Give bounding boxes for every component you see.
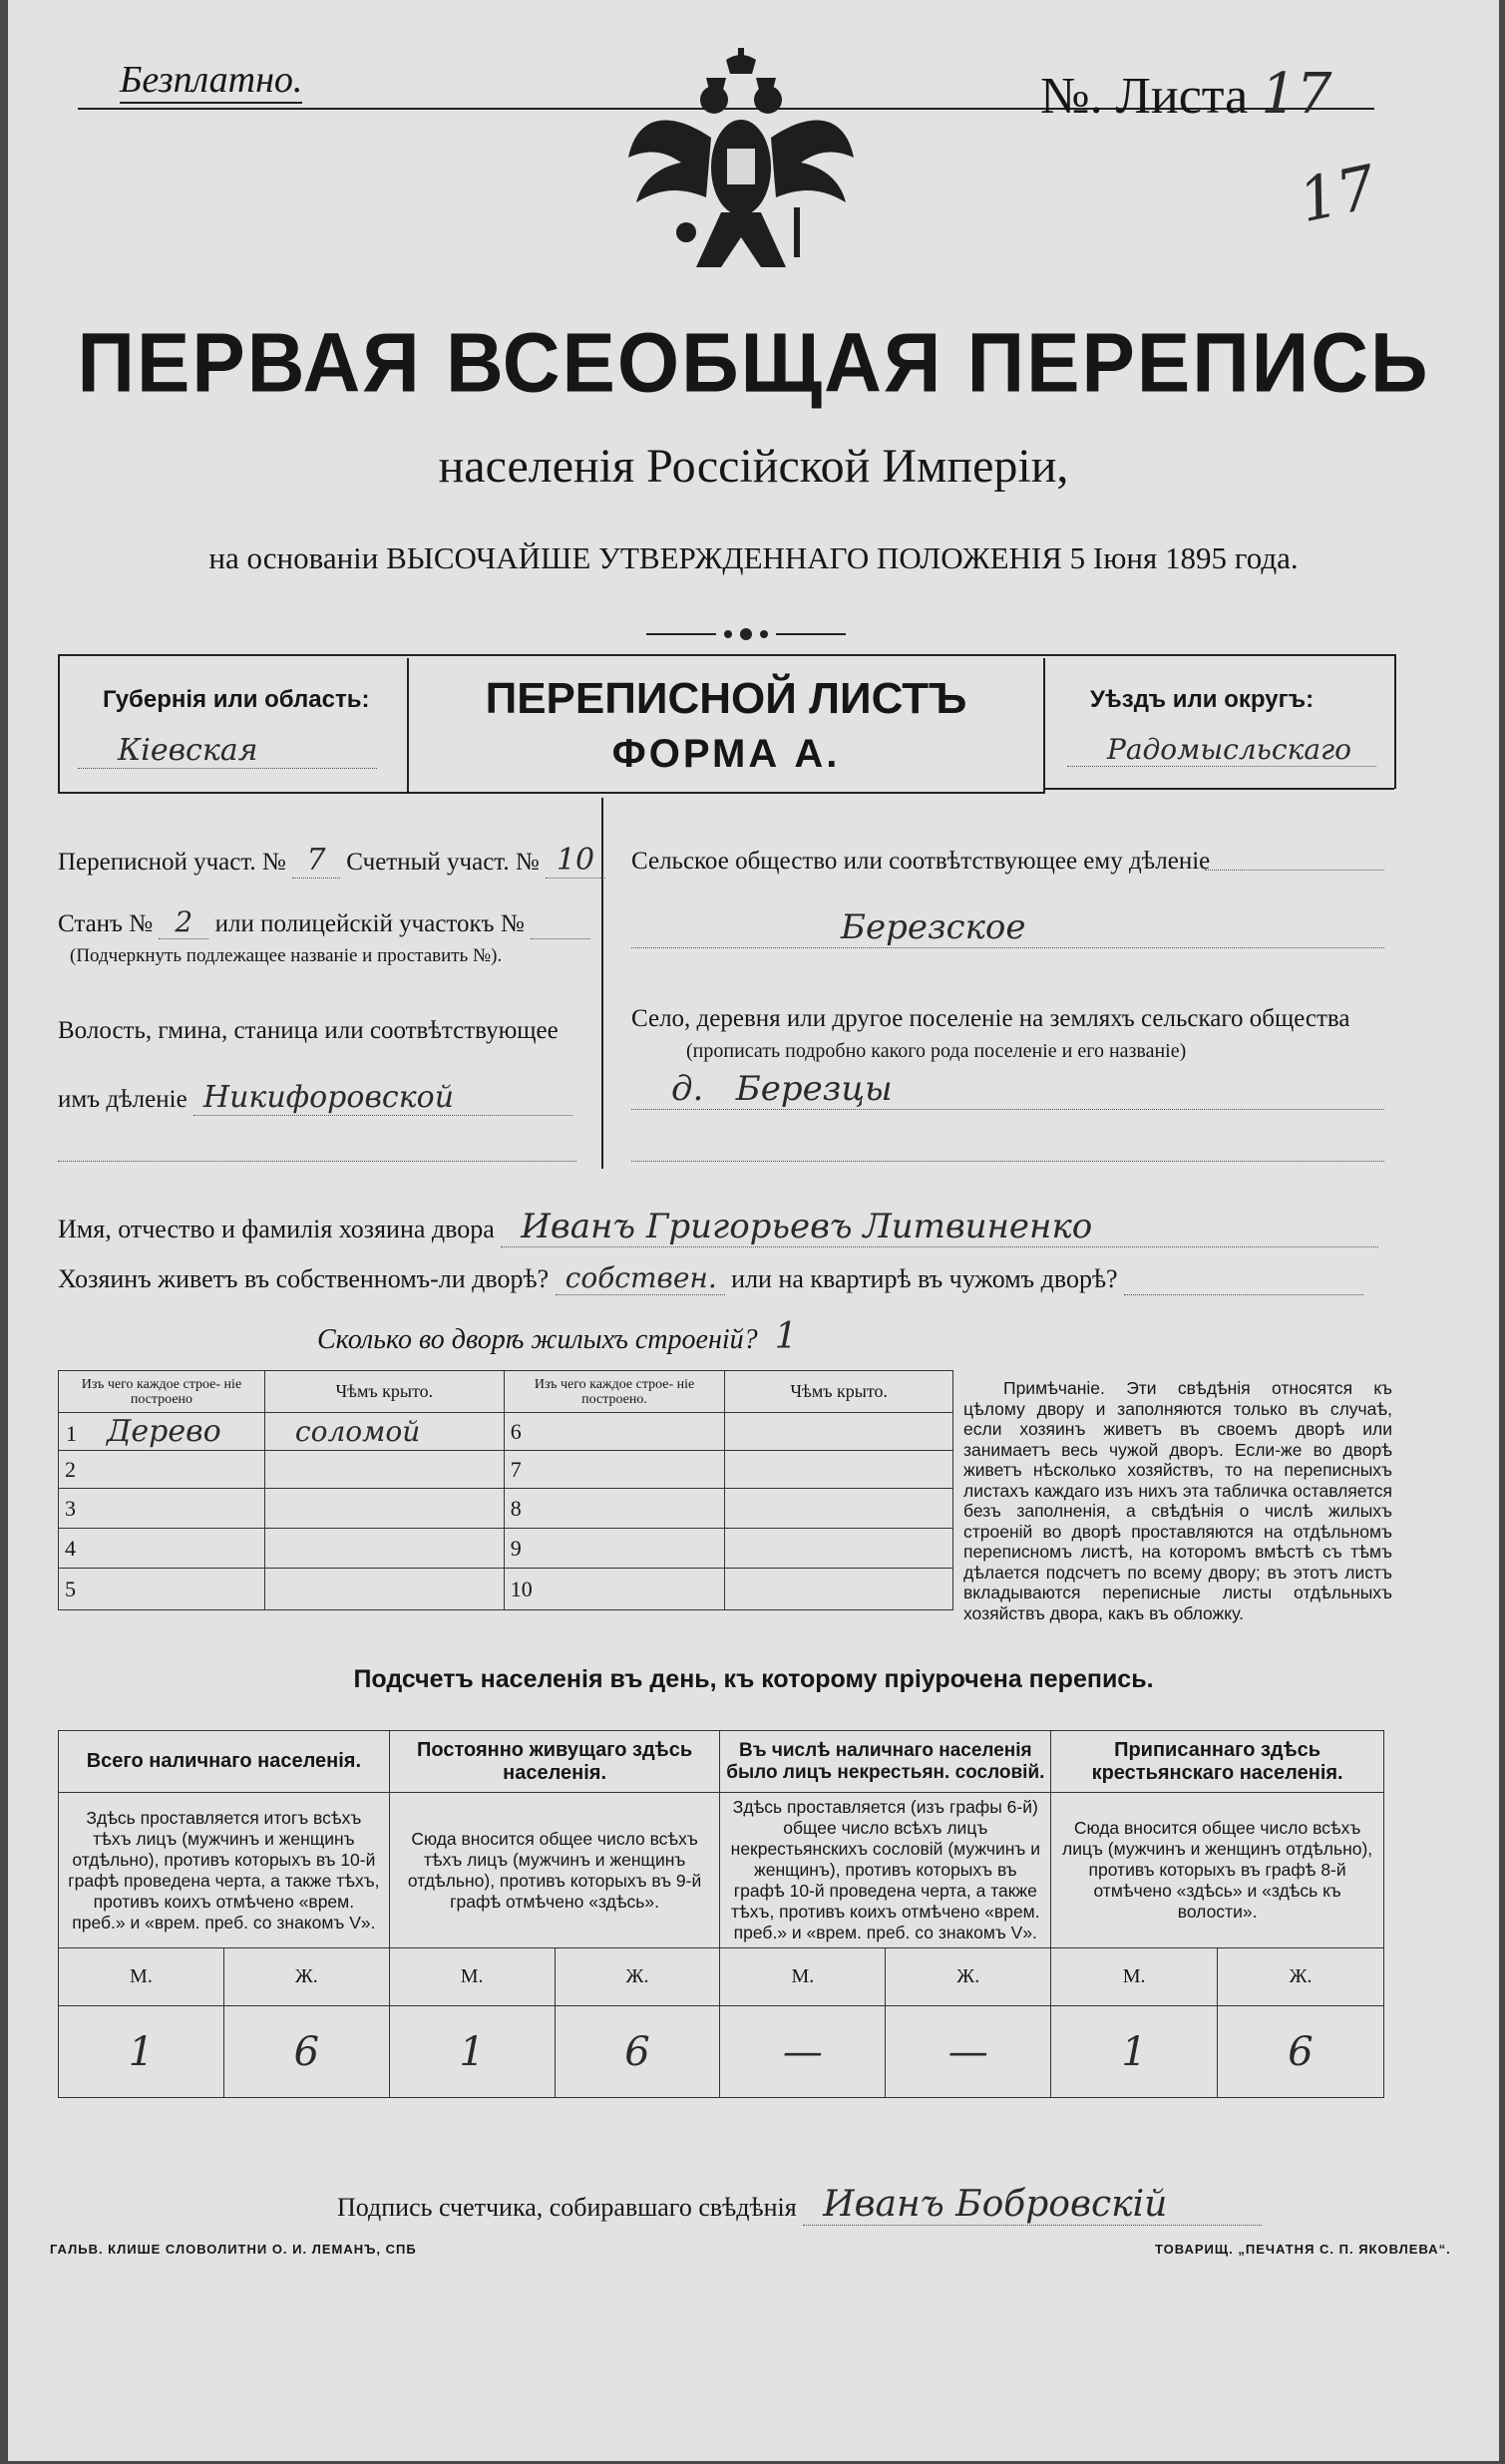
building-material-value: Дерево <box>107 1414 221 1449</box>
count-area-label: Счетный участ. № <box>346 849 540 876</box>
buildings-col-material-1: Изъ чего каждое строе- ніе построено <box>59 1371 265 1413</box>
volost-label: Волость, гмина, станица или соотвѣтствующее <box>58 1017 559 1044</box>
total-population-header: Всего наличнаго населенія. <box>59 1731 390 1793</box>
non-peasant-header: Въ числѣ наличнаго населенія было лицъ некрестьян. сословій. <box>720 1731 1051 1793</box>
district-value: Радомысльскаго <box>1067 733 1376 767</box>
non-peasant-desc: Здѣсь проставляется (изъ графы 6-й) общее число всѣхъ лицъ некрестьянскихъ сословій (мужчинъ и женщинъ), противъ которыхъ въ графѣ 10-й проведена черта, а также тѣхъ, противъ коихъ отмѣчено «врем. преб.» и «врем. преб. со знакомъ V». <box>720 1793 1051 1948</box>
count-area-value: 10 <box>546 843 605 879</box>
village-value: д. Березцы <box>631 1069 1384 1110</box>
sheet-number-extra: 17 <box>1293 152 1382 237</box>
non-peasant-male-value: — <box>720 2006 886 2098</box>
registered-peasant-desc: Сюда вносится общее число всѣхъ лицъ (мужчинъ и женщинъ отдѣльно), противъ которыхъ въ графѣ 8-й отмѣчено «здѣсь» и «здѣсь къ волости». <box>1051 1793 1384 1948</box>
population-count-table: Всего наличнаго населенія. Постоянно живущаго здѣсь населенія. Въ числѣ наличнаго населенія было лицъ некрестьян. сословій. Приписаннаго здѣсь крестьянскаго населенія. Здѣсь проставляется итогъ всѣхъ тѣхъ лицъ (мужчинъ и женщинъ отдѣльно), противъ которыхъ въ 10-й графѣ проведена черта, а также тѣхъ, противъ коихъ отмѣчено «врем. преб.» и «врем. преб. со знакомъ V». Сюда вносится общее число всѣхъ тѣхъ лицъ (мужчинъ и женщинъ отдѣльно), противъ которыхъ въ 9-й графѣ отмѣчено «здѣсь». Здѣсь проставляется (изъ графы 6-й) общее число всѣхъ лицъ некрестьянскихъ сословій (мужчинъ и женщинъ), противъ которыхъ въ графѣ 10-й проведена черта, а также тѣхъ, противъ коихъ отмѣчено «врем. преб.» и «врем. преб. со знакомъ V». Сюда вносится общее число всѣхъ лицъ (мужчинъ и женщинъ отдѣльно), противъ которыхъ въ графѣ 8-й отмѣчено «здѣсь» и «здѣсь къ волости». М. Ж. М. Ж. М. Ж. М. Ж. 1 6 1 6 — — 1 6 <box>58 1730 1384 2098</box>
building-roof-value: соломой <box>264 1413 504 1451</box>
sheet-number-value: 17 <box>1261 62 1332 127</box>
buildings-count-value: 1 <box>774 1316 798 1357</box>
volost-line <box>58 1080 572 1116</box>
census-form-page <box>8 0 1499 2461</box>
volost-value: Никифоровской <box>193 1080 572 1116</box>
footer-right: ТОВАРИЩ. „ПЕЧАТНЯ С. П. ЯКОВЛЕВА“. <box>1155 2242 1451 2257</box>
village-label: Село, деревня или другое поселеніе на земляхъ сельскаго общества <box>631 1005 1350 1032</box>
table-row: 1 Дерево <box>59 1413 265 1451</box>
non-peasant-female-value: — <box>886 2006 1051 2098</box>
ornament-divider <box>646 622 846 646</box>
permanent-population-desc: Сюда вносится общее число всѣхъ тѣхъ лицъ (мужчинъ и женщинъ отдѣльно), противъ которыхъ въ 9-й графѣ отмѣчено «здѣсь». <box>389 1793 720 1948</box>
census-area-value: 7 <box>292 843 340 879</box>
signature-line <box>337 2184 1262 2226</box>
society-label: Сельское общество или соотвѣтствующее ему дѣленіе <box>631 848 1211 875</box>
imperial-eagle-icon <box>626 48 856 287</box>
village-note: (прописать подробно какого рода поселеніе и его названіе) <box>686 1040 1187 1062</box>
police-label: или полицейскій участокъ № <box>214 910 525 937</box>
form-subtitle: ФОРМА А. <box>611 732 841 776</box>
district-label: Уѣздъ или округъ: <box>1090 686 1315 713</box>
registered-male-value: 1 <box>1051 2006 1218 2098</box>
buildings-col-material-2: Изъ чего каждое строе- ніе построено. <box>504 1371 725 1413</box>
province-label: Губернія или область: <box>103 686 370 713</box>
owner-lives-line <box>58 1261 1363 1295</box>
village-blank-line <box>631 1157 1384 1162</box>
buildings-table: Изъ чего каждое строе- ніе построено Чѣмъ крыто. Изъ чего каждое строе- ніе построено. Чѣмъ крыто. 1 Дерево соломой 6 2 7 3 8 4 9 5 10 <box>58 1370 953 1610</box>
census-title: ПЕРВАЯ ВСЕОБЩАЯ ПЕРЕПИСЬ <box>77 315 1430 410</box>
buildings-count-line <box>317 1316 798 1357</box>
province-value: Кіевская <box>78 733 377 769</box>
owner-lives-label: Хозяинъ живетъ въ собственномъ-ли дворѣ? <box>58 1264 550 1293</box>
owner-or-label: или на квартирѣ въ чужомъ дворѣ? <box>731 1264 1118 1293</box>
sheet-number-label: №. Листа <box>1040 68 1249 125</box>
permanent-female-value: 6 <box>555 2006 720 2098</box>
society-underline-1 <box>1205 866 1384 871</box>
permanent-population-header: Постоянно живущаго здѣсь населенія. <box>389 1731 720 1793</box>
total-male-value: 1 <box>59 2006 224 2098</box>
society-value: Березское <box>631 907 1384 948</box>
signature-label: Подпись счетчика, собиравшаго свѣдѣнія <box>337 2193 797 2222</box>
buildings-count-label: Сколько во дворѣ жилыхъ строеній? <box>317 1324 758 1355</box>
population-count-title: Подсчетъ населенія въ день, къ которому пріурочена перепись. <box>353 1665 1154 1693</box>
owner-lives-value: собствен. <box>556 1261 725 1295</box>
owner-name-value: Иванъ Григорьевъ Литвиненко <box>501 1207 1378 1247</box>
signature-value: Иванъ Бобровскій <box>803 2184 1262 2226</box>
census-area-label: Переписной участ. № <box>58 849 286 876</box>
police-value <box>531 910 590 939</box>
stan-note: (Подчеркнуть подлежащее названіе и проставить №). <box>70 945 503 966</box>
volost-blank-line <box>58 1157 576 1162</box>
total-female-value: 6 <box>223 2006 389 2098</box>
owner-or-value <box>1124 1264 1363 1295</box>
volost-label-2: имъ дѣленіе <box>58 1086 188 1113</box>
buildings-note: Примѣчаніе. Эти свѣдѣнія относятся къ цѣлому двору и заполняются только въ случаѣ, если хозяинъ живетъ въ своемъ дворѣ или занимаетъ весь чужой дворъ. Если-же во дворѣ живетъ нѣсколько хозяйствъ, то на переписныхъ листахъ каждаго изъ нихъ эта табличка оставляется безъ заполненія, а свѣдѣнія о числѣ жилыхъ строеній во дворѣ проставляются на отдѣльномъ переписномъ листѣ, на которомъ вмѣстѣ съ тѣмъ дѣлается подсчетъ по всему двору; въ этотъ листъ вкладываются переписные листы отдѣльныхъ хозяйствъ двора, какъ въ обложку. <box>963 1378 1392 1623</box>
sheet-number <box>1040 62 1332 127</box>
registered-female-value: 6 <box>1218 2006 1384 2098</box>
owner-name-line <box>58 1207 1378 1247</box>
buildings-col-roof-1: Чѣмъ крыто. <box>264 1371 504 1413</box>
permanent-male-value: 1 <box>389 2006 555 2098</box>
buildings-col-roof-2: Чѣмъ крыто. <box>725 1371 953 1413</box>
free-label: Безплатно. <box>120 58 302 104</box>
form-title: ПЕРЕПИСНОЙ ЛИСТЪ <box>485 674 967 723</box>
stan-label: Станъ № <box>58 910 154 937</box>
footer-left: ГАЛЬВ. КЛИШЕ СЛОВОЛИТНИ О. И. ЛЕМАНЪ, СПБ <box>50 2242 417 2257</box>
registered-peasant-header: Приписаннаго здѣсь крестьянскаго населенія. <box>1051 1731 1384 1793</box>
stan-value: 2 <box>159 905 208 939</box>
census-subtitle: населенія Россійской Имперіи, <box>438 440 1069 493</box>
stan-line <box>58 905 590 939</box>
total-population-desc: Здѣсь проставляется итогъ всѣхъ тѣхъ лицъ (мужчинъ и женщинъ отдѣльно), противъ которыхъ въ 10-й графѣ проведена черта, а также тѣхъ, противъ коихъ отмѣчено «врем. преб.» и «врем. преб. со знакомъ V». <box>59 1793 390 1948</box>
census-basis: на основаніи ВЫСОЧАЙШЕ УТВЕРЖДЕННАГО ПОЛОЖЕНІЯ 5 Іюня 1895 года. <box>208 540 1299 575</box>
census-area-line <box>58 843 605 879</box>
owner-name-label: Имя, отчество и фамилія хозяина двора <box>58 1215 495 1243</box>
